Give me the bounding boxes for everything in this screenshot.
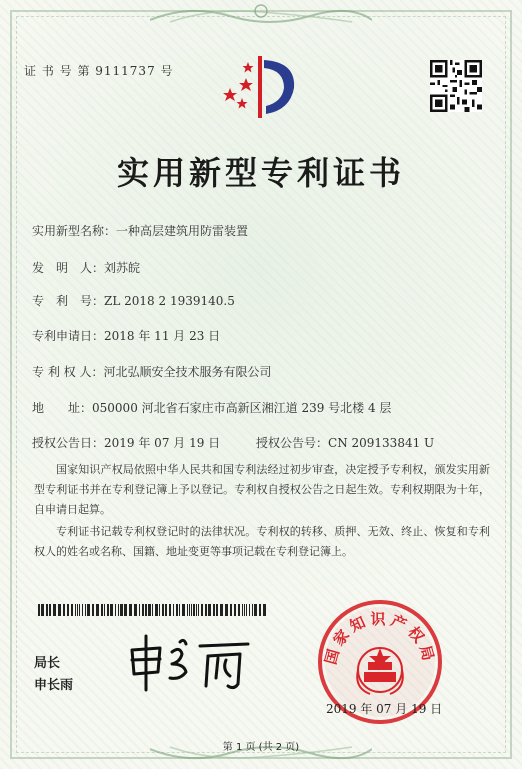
filing-date-label: 专利申请日： [32,329,105,343]
utility-model-name-value: 一种高层建筑用防雷装置 [116,224,249,238]
address-value: 050000 河北省石家庄市高新区湘江道 239 号北楼 4 层 [92,401,392,415]
grant-number-row [256,434,434,451]
director-title: 局长 [34,656,61,671]
patentee-value: 河北弘顺安全技术服务有限公司 [103,365,272,379]
inventor-row [32,259,140,276]
utility-model-name-label: 实用新型名称： [32,224,117,238]
barcode-icon [38,604,268,616]
patentee-row [32,363,271,380]
address-row [32,399,391,416]
grant-number-label: 授权公告号： [256,436,329,450]
top-ornament-icon [150,2,372,24]
certificate-title: 实用新型专利证书 [116,154,405,192]
cnipa-logo-icon [218,52,308,124]
utility-model-name-row [32,222,248,239]
inventor-value: 刘苏皖 [104,261,141,275]
certificate-number: 证 书 号 第 9111737 号 [24,64,174,78]
filing-date-value: 2018 年 11 月 23 日 [104,329,221,343]
filing-date-row [32,327,220,344]
handwritten-signature-icon [120,628,270,698]
patent-number-label: 专 利 号： [32,294,105,308]
patent-number-row [32,292,235,309]
grant-date-label: 授权公告日： [32,436,105,450]
director-name: 申长雨 [34,678,74,693]
grant-date-value: 2019 年 07 月 19 日 [104,436,221,450]
grant-number-value: CN 209133841 U [328,436,435,450]
inventor-label: 发 明 人： [32,261,105,275]
patentee-label: 专 利 权 人： [32,365,104,379]
legal-status-paragraph: 专利证书记载专利权登记时的法律状况。专利权的转移、质押、无效、终止、恢复和专利权人的姓名或名称、国籍、地址变更等事项记载在专利登记簿上。 [34,525,490,558]
address-label: 地 址： [32,401,93,415]
seal-text: 国家知识产权局 [321,610,439,667]
page-number: 第 1 页 (共 2 页) [222,742,300,753]
legal-statement-paragraph: 国家知识产权局依照中华人民共和国专利法经过初步审查，决定授予专利权，颁发实用新型专利证书并在专利登记簿上予以登记。专利权自授权公告之日起生效。专利权期限为十年，自申请日起算。 [34,463,490,516]
qr-code-icon [430,60,482,112]
seal-date: 2019 年 07 月 19 日 [326,702,443,716]
grant-date-row [32,434,220,451]
patent-number-value: ZL 2018 2 1939140.5 [104,294,235,308]
